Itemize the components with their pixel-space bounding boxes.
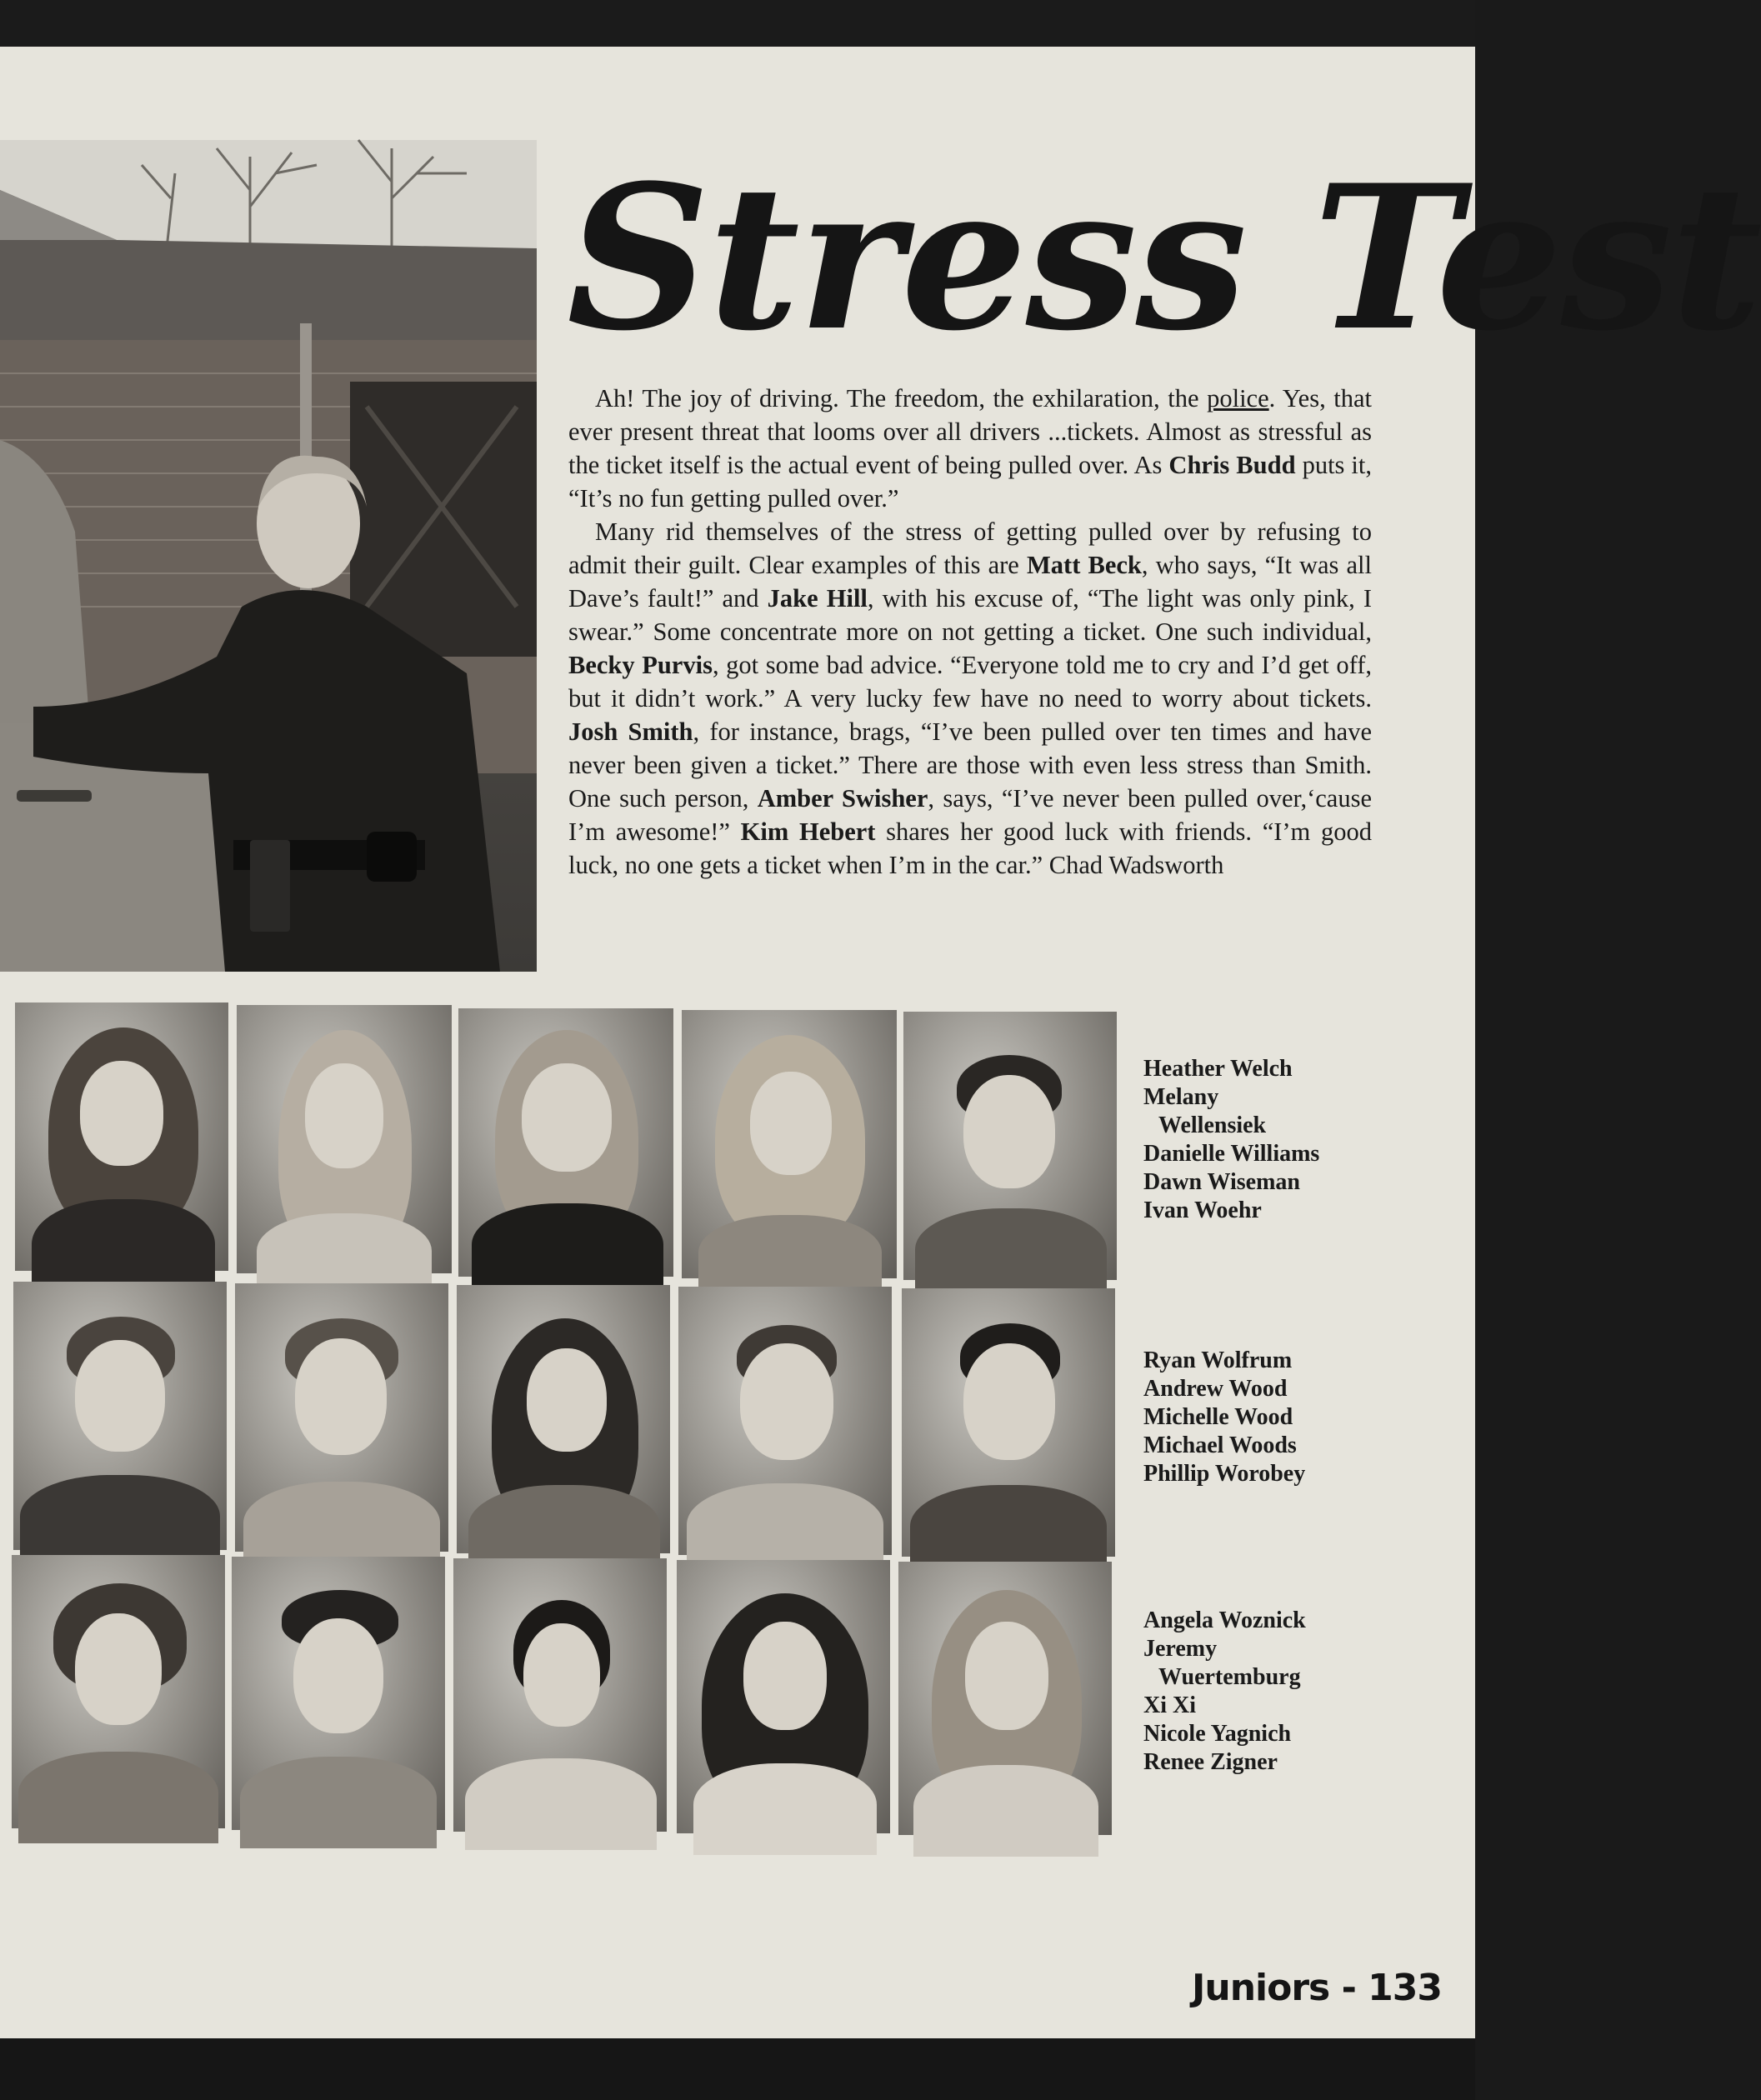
- portrait-photo: [898, 1562, 1112, 1835]
- student-name: Jeremy: [1143, 1636, 1218, 1662]
- page-title: Stress Test: [567, 142, 1761, 375]
- portrait-photo: [678, 1287, 892, 1555]
- student-name: Wuertemburg: [1158, 1664, 1301, 1690]
- student-name: Ivan Woehr: [1143, 1198, 1262, 1223]
- portrait-photo: [237, 1005, 452, 1273]
- scan-top-edge: [0, 0, 1475, 47]
- name-list-row-2: [1143, 1347, 1443, 1488]
- student-name: Wellensiek: [1158, 1112, 1267, 1138]
- portrait-photo: [12, 1555, 225, 1828]
- student-name: Renee Zigner: [1143, 1749, 1278, 1775]
- article-paragraph-2: Many rid themselves of the stress of getting pulled over by refusing to admit their guilt. Clear examples of this are Matt Beck, who says, “It was all Dave’s fault!” and Jake Hill, with his excuse of, “The light was only pink, I swear.” Some concentrate more on not getting a ticket. One such individual, Becky Purvis, got some bad advice. “Everyone told me to cry and I’d get off, but it didn’t work.” A very lucky few have no need to worry about tickets. Josh Smith, for instance, brags, “I’ve been pulled over ten times and have never been given a ticket.” There are those with even less stress than Smith. One such person, Amber Swisher, says, “I’ve never been pulled over,‘cause I’m awesome!” Kim Hebert shares her good luck with friends. “I’m good luck, no one gets a ticket when I’m in the car.” Chad Wadsworth: [568, 518, 1373, 879]
- student-name: Angela Woznick: [1143, 1608, 1306, 1633]
- student-name: Michael Woods: [1143, 1432, 1297, 1458]
- scan-bottom-edge: [0, 2038, 1475, 2100]
- student-name: Melany: [1143, 1084, 1219, 1110]
- portrait-photo: [677, 1560, 890, 1833]
- student-name: Danielle Williams: [1143, 1141, 1320, 1167]
- student-name: Andrew Wood: [1143, 1376, 1288, 1402]
- student-name: Dawn Wiseman: [1143, 1169, 1301, 1195]
- portrait-photo: [457, 1285, 670, 1553]
- portrait-photo: [682, 1010, 897, 1278]
- article-body: [568, 382, 1372, 882]
- page-number-footer: Juniors - 133: [1192, 1967, 1442, 2009]
- portrait-photo: [15, 1002, 228, 1271]
- name-list-row-1: [1143, 1055, 1443, 1225]
- student-name: Nicole Yagnich: [1143, 1721, 1292, 1747]
- portrait-photo: [13, 1282, 227, 1550]
- student-name: Heather Welch: [1143, 1056, 1293, 1082]
- student-name: Ryan Wolfrum: [1143, 1348, 1293, 1373]
- student-name: Michelle Wood: [1143, 1404, 1293, 1430]
- student-name: Xi Xi: [1143, 1692, 1196, 1718]
- portrait-photo: [235, 1283, 448, 1552]
- student-name: Phillip Worobey: [1143, 1461, 1306, 1487]
- portrait-photo: [232, 1557, 445, 1830]
- article-paragraph-1: Ah! The joy of driving. The freedom, the exhilaration, the police. Yes, that ever present threat that looms over all drivers ...tickets. Almost as stressful as the ticket itself is the actual event of being pulled over. As Chris Budd puts it, “It’s no fun getting pulled over.”: [568, 384, 1373, 512]
- portrait-photo: [453, 1558, 667, 1832]
- portrait-photo: [458, 1008, 673, 1277]
- name-list-row-3: [1143, 1607, 1443, 1777]
- hero-photo-police-officer: [0, 140, 537, 972]
- portrait-photo: [902, 1288, 1115, 1557]
- portrait-photo: [903, 1012, 1117, 1280]
